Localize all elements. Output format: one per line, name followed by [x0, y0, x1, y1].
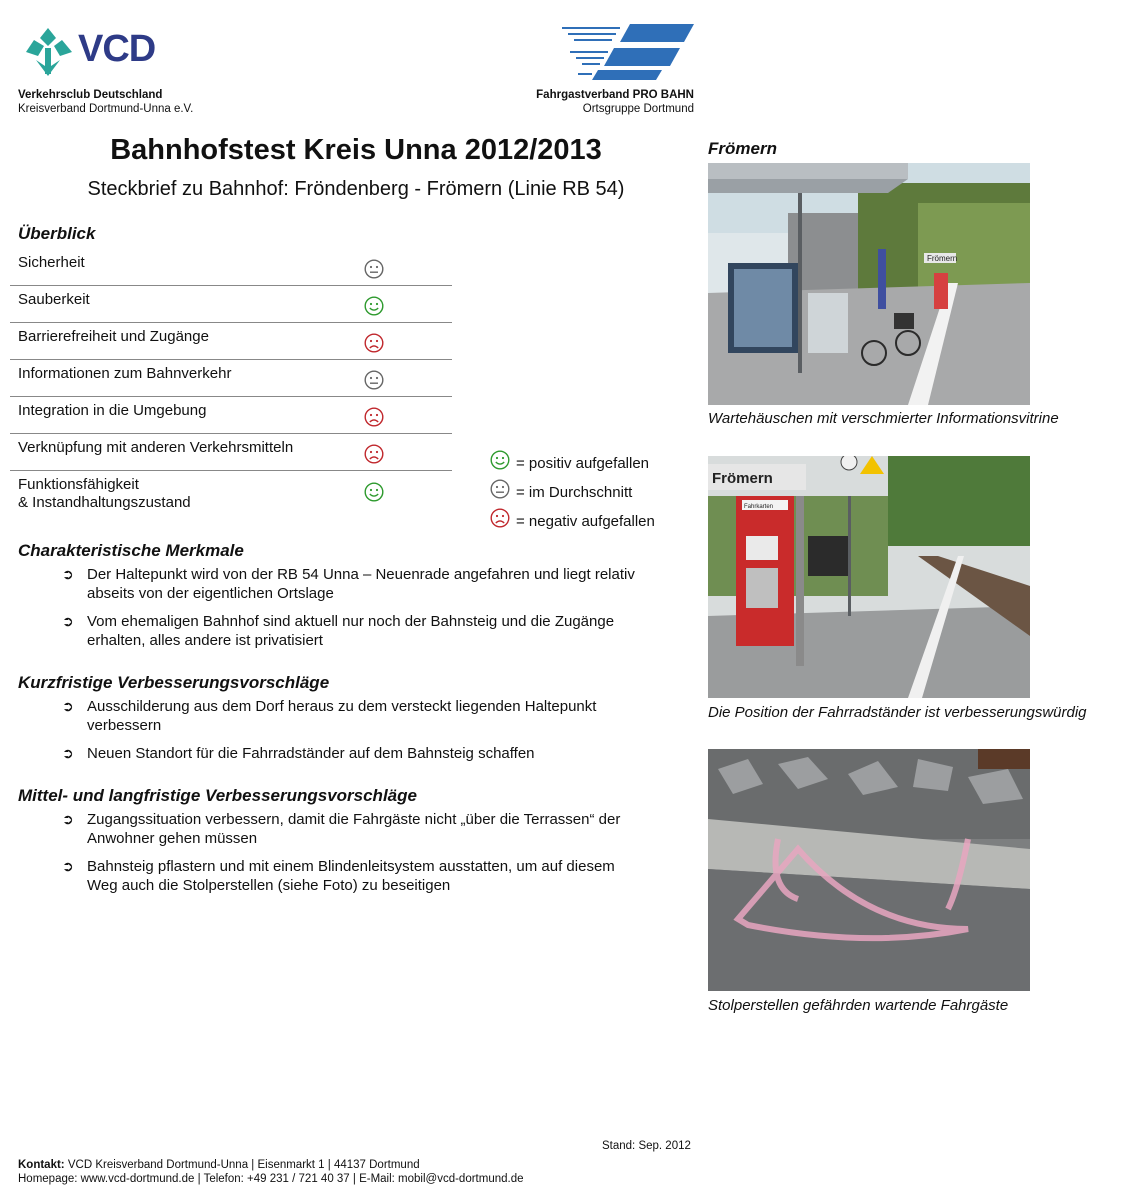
- vcd-org-name: Verkehrsclub Deutschland: [18, 89, 163, 101]
- bullet-line: Der Haltepunkt wird von der RB 54 Unna – Neuenrade angefahren und liegt relativ: [87, 566, 635, 583]
- negative-smiley-icon: [364, 333, 384, 353]
- vcd-org-block: [18, 88, 193, 116]
- positive-smiley-icon: [364, 482, 384, 502]
- bullet-item: [62, 810, 692, 848]
- bullet-line: Bahnsteig pflastern und mit einem Blindenleitsystem ausstatten, um auf diesem: [87, 858, 615, 875]
- status-date: Stand: Sep. 2012: [602, 1140, 691, 1152]
- overview-label: [18, 476, 191, 512]
- page-subtitle: Steckbrief zu Bahnhof: Fröndenberg - Frömern (Linie RB 54): [87, 178, 625, 200]
- overview-row-informationen: [10, 360, 452, 397]
- legend-neutral-text: = im Durchschnitt: [516, 484, 633, 501]
- overview-heading: Überblick: [18, 224, 96, 243]
- bullet-line: abseits von der eigentlichen Ortslage: [87, 585, 334, 602]
- overview-row-sicherheit: [10, 249, 452, 286]
- bullet-line: Vom ehemaligen Bahnhof sind aktuell nur noch der Bahnsteig und die Zugänge: [87, 613, 615, 630]
- bullet-item: [62, 744, 692, 763]
- arrow-right-icon: ➲: [62, 566, 74, 582]
- pro-bahn-logo: [558, 22, 698, 82]
- photos-heading: Frömern: [708, 139, 777, 158]
- pro-bahn-org-block: [536, 88, 694, 116]
- overview-row-sauberkeit: [10, 286, 452, 323]
- overview-label: Barrierefreiheit und Zugänge: [18, 328, 209, 345]
- section-heading-merkmale: Charakteristische Merkmale: [18, 541, 244, 560]
- overview-row-verknuepfung: [10, 434, 452, 471]
- bullet-line: Anwohner gehen müssen: [87, 830, 258, 847]
- overview-row-barrierefreiheit: [10, 323, 452, 360]
- overview-row-funktionsfaehigkeit: [10, 471, 452, 515]
- bullet-line: verbessern: [87, 717, 162, 734]
- overview-label: Verknüpfung mit anderen Verkehrsmitteln: [18, 439, 294, 456]
- positive-smiley-icon: [490, 450, 510, 470]
- overview-label: Sicherheit: [18, 254, 85, 271]
- vcd-logo-text: VCD: [78, 28, 156, 70]
- bullet-item: [62, 565, 692, 603]
- overview-row-integration: [10, 397, 452, 434]
- neutral-smiley-icon: [364, 259, 384, 279]
- overview-label: Informationen zum Bahnverkehr: [18, 365, 232, 382]
- positive-smiley-icon: [364, 296, 384, 316]
- contact-homepage-line: Homepage: www.vcd-dortmund.de | Telefon: +49 231 / 721 40 37 | E-Mail: mobil@vcd-dortmund.de: [18, 1173, 524, 1185]
- bullet-line: Zugangssituation verbessern, damit die Fahrgäste nicht „über die Terrassen“ der: [87, 811, 621, 828]
- legend-positive-text: = positiv aufgefallen: [516, 455, 650, 472]
- bullet-line: Weg auch die Stolperstellen (siehe Foto) zu beseitigen: [87, 877, 451, 894]
- negative-smiley-icon: [364, 444, 384, 464]
- arrow-right-icon: ➲: [62, 745, 74, 761]
- pro-bahn-org-sub: Ortsgruppe Dortmund: [582, 103, 694, 115]
- photo-trip-hazard: [708, 749, 1030, 991]
- arrow-right-icon: ➲: [62, 698, 74, 714]
- bullet-item: [62, 857, 692, 895]
- bullet-item: [62, 612, 692, 650]
- station-sign-text: Frömern: [927, 254, 958, 263]
- overview-label-line2: & Instandhaltungszustand: [18, 494, 191, 511]
- neutral-smiley-icon: [364, 370, 384, 390]
- page-title: Bahnhofstest Kreis Unna 2012/2013: [110, 134, 602, 166]
- arrow-right-icon: ➲: [62, 858, 74, 874]
- legend-negative-text: = negativ aufgefallen: [516, 513, 655, 530]
- contact-label: Kontakt:: [18, 1159, 65, 1171]
- photo-waiting-shelter: [708, 163, 1030, 405]
- bullet-item: [62, 697, 692, 735]
- photo-caption-1: Wartehäuschen mit verschmierter Informationsvitrine: [708, 410, 1059, 427]
- bullet-line: Ausschilderung aus dem Dorf heraus zu dem versteckt liegenden Haltepunkt: [87, 698, 597, 715]
- bullet-line: erhalten, alles andere ist privatisiert: [87, 632, 323, 649]
- photo-caption-2: Die Position der Fahrradständer ist verbesserungswürdig: [708, 704, 1087, 721]
- overview-label: Integration in die Umgebung: [18, 402, 207, 419]
- ticket-machine-text: Fahrkarten: [744, 504, 774, 510]
- bullet-line: Neuen Standort für die Fahrradständer auf dem Bahnsteig schaffen: [87, 745, 535, 762]
- contact-block: [18, 1158, 524, 1186]
- negative-smiley-icon: [364, 407, 384, 427]
- vcd-org-sub: Kreisverband Dortmund-Unna e.V.: [18, 103, 194, 115]
- contact-address: VCD Kreisverband Dortmund-Unna | Eisenmarkt 1 | 44137 Dortmund: [67, 1159, 420, 1171]
- photo-caption-3: Stolperstellen gefährden wartende Fahrgäste: [708, 997, 1009, 1014]
- section-heading-kurzfristig: Kurzfristige Verbesserungsvorschläge: [18, 673, 330, 692]
- overview-label: Sauberkeit: [18, 291, 90, 308]
- pro-bahn-org-name: Fahrgastverband PRO BAHN: [536, 89, 694, 101]
- overview-label-line1: Funktionsfähigkeit: [18, 476, 139, 493]
- photo-ticket-machine: [708, 456, 1030, 698]
- neutral-smiley-icon: [490, 479, 510, 499]
- negative-smiley-icon: [490, 508, 510, 528]
- arrow-right-icon: ➲: [62, 811, 74, 827]
- arrow-right-icon: ➲: [62, 613, 74, 629]
- section-heading-mittelfristig: Mittel- und langfristige Verbesserungsvorschläge: [18, 786, 417, 805]
- station-sign-text: Frömern: [712, 470, 773, 487]
